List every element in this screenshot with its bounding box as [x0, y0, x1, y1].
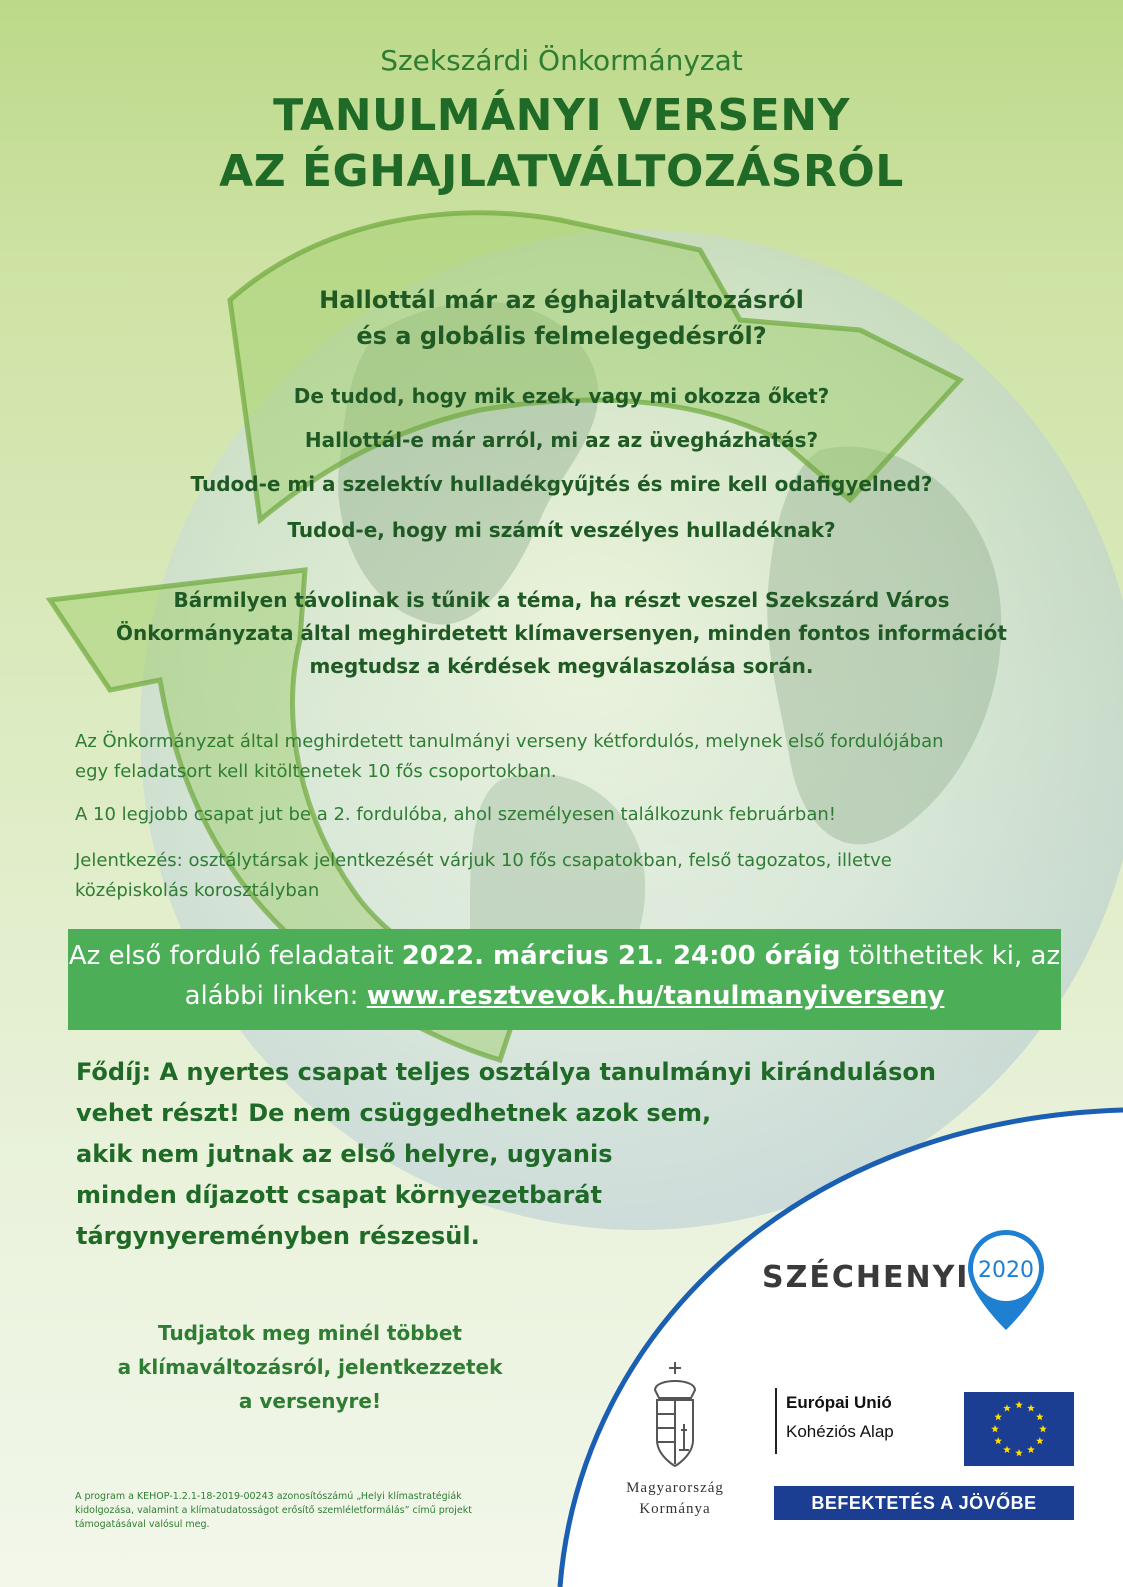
eu-flag-icon [964, 1392, 1074, 1466]
szechenyi-pin-icon [965, 1228, 1047, 1332]
government-logo-text [600, 1478, 750, 1520]
intro-line-3: megtudsz a kérdések megválaszolása során. [309, 654, 814, 678]
prize-line: Fődíj: A nyertes csapat teljes osztálya tanulmányi kiránduláson [76, 1058, 936, 1086]
info-line: egy feladatsort kell kitöltenetek 10 fős csoportokban. [75, 761, 557, 782]
prize-paragraph [76, 1052, 976, 1257]
info-paragraph-registration [75, 846, 1045, 906]
prize-line: minden díjazott csapat környezetbarát [76, 1181, 602, 1209]
info-paragraph-rounds [75, 727, 1045, 787]
footnote-line: kidolgozása, valamint a klímatudatosságot erősítő szemléletformálás” című projekt [75, 1505, 472, 1516]
main-question-line-2: és a globális felmelegedésről? [356, 322, 767, 350]
eu-fund-name: Kohéziós Alap [786, 1422, 894, 1441]
info-line: Az Önkormányzat által meghirdetett tanulmányi verseny kétfordulós, melynek első fordulójában [75, 731, 944, 752]
prize-line: vehet részt! De nem csüggedhetnek azok sem, [76, 1099, 712, 1127]
prize-line: tárgynyereményben részesül. [76, 1222, 480, 1250]
question-item: De tudod, hogy mik ezek, vagy mi okozza őket? [293, 384, 830, 408]
intro-line-2: Önkormányzata által meghirdetett klímaversenyen, minden fontos információt [116, 621, 1007, 645]
main-question-line-1: Hallottál már az éghajlatváltozásról [319, 286, 804, 314]
eu-name: Európai Unió [786, 1393, 892, 1412]
info-paragraph-second-round: A 10 legjobb csapat jut be a 2. fordulóba, ahol személyesen találkozunk februárban! [75, 804, 837, 825]
cta-line: a versenyre! [238, 1389, 382, 1413]
deadline-line-1 [68, 941, 1061, 971]
title-line-1: TANULMÁNYI VERSENY [273, 90, 850, 141]
footnote-line: A program a KEHOP-1.2.1-18-2019-00243 azonosítószámú „Helyi klímastratégiák [75, 1491, 462, 1502]
info-line: Jelentkezés: osztálytársak jelentkezését várjuk 10 fős csapatokban, felső tagozatos, illetve [75, 850, 892, 871]
cta-line: a klímaváltozásról, jelentkezzetek [117, 1355, 503, 1379]
deadline-date: 2022. március 21. 24:00 óráig [401, 941, 841, 971]
government-line-1: Magyarország [626, 1480, 724, 1496]
szechenyi-year: 2020 [978, 1258, 1034, 1283]
hungarian-coat-of-arms-icon [645, 1360, 705, 1470]
invest-banner: BEFEKTETÉS A JÖVŐBE [774, 1486, 1074, 1520]
title-line-2: AZ ÉGHAJLATVÁLTOZÁSRÓL [219, 146, 904, 197]
footnote [75, 1490, 495, 1532]
call-to-action [70, 1316, 550, 1418]
intro-paragraph [60, 584, 1063, 683]
main-question [0, 282, 1123, 354]
question-item: Hallottál-e már arról, mi az az üvegházhatás? [304, 428, 819, 452]
link-prefix: alábbi linken: [184, 981, 367, 1011]
prize-line: akik nem jutnak az első helyre, ugyanis [76, 1140, 613, 1168]
footnote-line: támogatásával valósul meg. [75, 1519, 210, 1530]
deadline-suffix: tölthetitek ki, az [840, 941, 1061, 971]
question-item: Tudod-e mi a szelektív hulladékgyűjtés és mire kell odafigyelned? [190, 472, 933, 496]
szechenyi-logo-text: SZÉCHENYI [762, 1260, 970, 1295]
registration-link[interactable]: www.resztvevok.hu/tanulmanyiverseny [366, 981, 945, 1011]
question-item: Tudod-e, hogy mi számít veszélyes hulladéknak? [287, 518, 836, 542]
page-title [0, 88, 1123, 200]
eu-divider [775, 1388, 777, 1454]
cta-line: Tudjatok meg minél többet [158, 1321, 462, 1345]
deadline-prefix: Az első forduló feladatait [68, 941, 402, 971]
info-line: középiskolás korosztályban [75, 880, 320, 901]
intro-line-1: Bármilyen távolinak is tűnik a téma, ha részt veszel Szekszárd Város [173, 588, 950, 612]
organization-name: Szekszárdi Önkormányzat [380, 44, 743, 77]
government-line-2: Kormánya [639, 1501, 711, 1517]
deadline-line-2 [68, 981, 1061, 1011]
deadline-banner [68, 929, 1061, 1030]
